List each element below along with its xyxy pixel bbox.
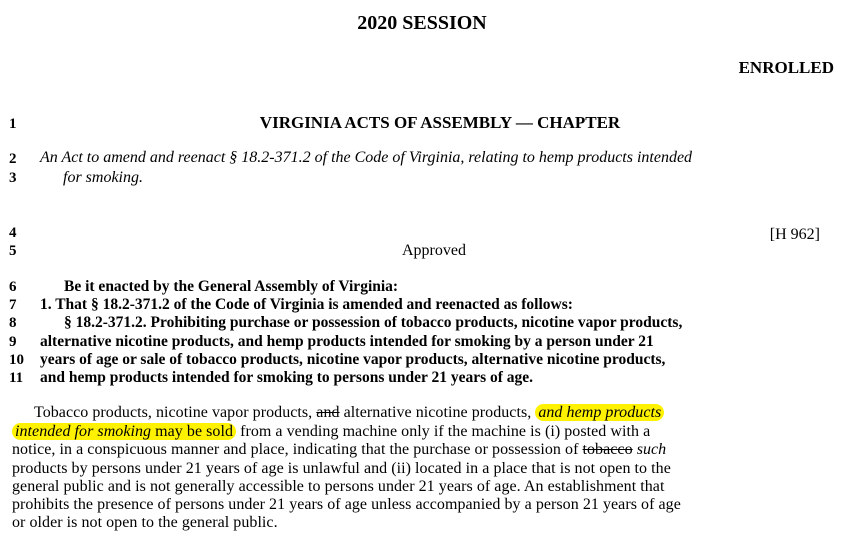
line-number: 2 [9,151,17,167]
body-line [12,423,650,441]
body-line: products by persons under 21 years of age is unlawful and (ii) located in a place that is not open to the [12,460,671,477]
approved-label: Approved [402,242,466,259]
section-heading-line: § 18.2-371.2. Prohibiting purchase or possession of tobacco products, nicotine vapor products, [64,314,683,331]
inserted-text: such [636,441,667,458]
highlighted-inserted-text: and hemp products [535,404,664,421]
struck-text: and [316,404,340,421]
body-line [34,404,664,422]
section-heading-line: alternative nicotine products, and hemp products intended for smoking by a person under 21 [40,333,654,350]
struck-text: tobacco [582,441,633,458]
highlight-group [12,423,236,440]
line-number: 7 [9,297,17,313]
line-number: 10 [9,352,24,368]
enacting-clause: 1. That § 18.2-371.2 of the Code of Virginia is amended and reenacted as follows: [40,296,573,313]
body-text: Tobacco products, nicotine vapor products, [34,404,317,421]
body-text: notice, in a conspicuous manner and place, indicating that the purchase or possession of [12,441,583,458]
inserted-text: intended for smoking [15,423,152,440]
line-number: 9 [9,334,17,350]
line-number: 4 [9,225,17,241]
section-heading-line: and hemp products intended for smoking to persons under 21 years of age. [40,369,534,386]
body-line: or older is not open to the general public. [12,514,278,531]
body-text: from a vending machine only if the machine is (i) posted with a [236,423,651,440]
chapter-title: VIRGINIA ACTS OF ASSEMBLY — CHAPTER [259,113,621,132]
act-title-line: An Act to amend and reenact § 18.2-371.2 of the Code of Virginia, relating to hemp products intended [40,149,693,166]
session-heading: 2020 SESSION [357,12,487,34]
bill-number: [H 962] [769,226,820,243]
act-title-line: for smoking. [63,169,143,186]
body-text: may be sold [151,423,234,440]
section-heading-line: years of age or sale of tobacco products, nicotine vapor products, alternative nicotine products, [40,351,666,368]
line-number: 8 [9,315,17,331]
enacting-clause: Be it enacted by the General Assembly of Virginia: [64,278,399,295]
body-text: alternative nicotine products, [339,404,536,421]
body-line [12,441,666,459]
line-number: 1 [9,116,17,132]
line-number: 3 [9,170,17,186]
line-number: 5 [9,243,17,259]
body-line: prohibits the presence of persons under 21 years of age unless accompanied by a person 21 years of age [12,496,681,513]
enrolled-label: ENROLLED [738,58,834,77]
line-number: 11 [9,370,24,386]
line-number: 6 [9,279,17,295]
body-line: general public and is not generally accessible to persons under 21 years of age. An establishment that [12,478,665,495]
